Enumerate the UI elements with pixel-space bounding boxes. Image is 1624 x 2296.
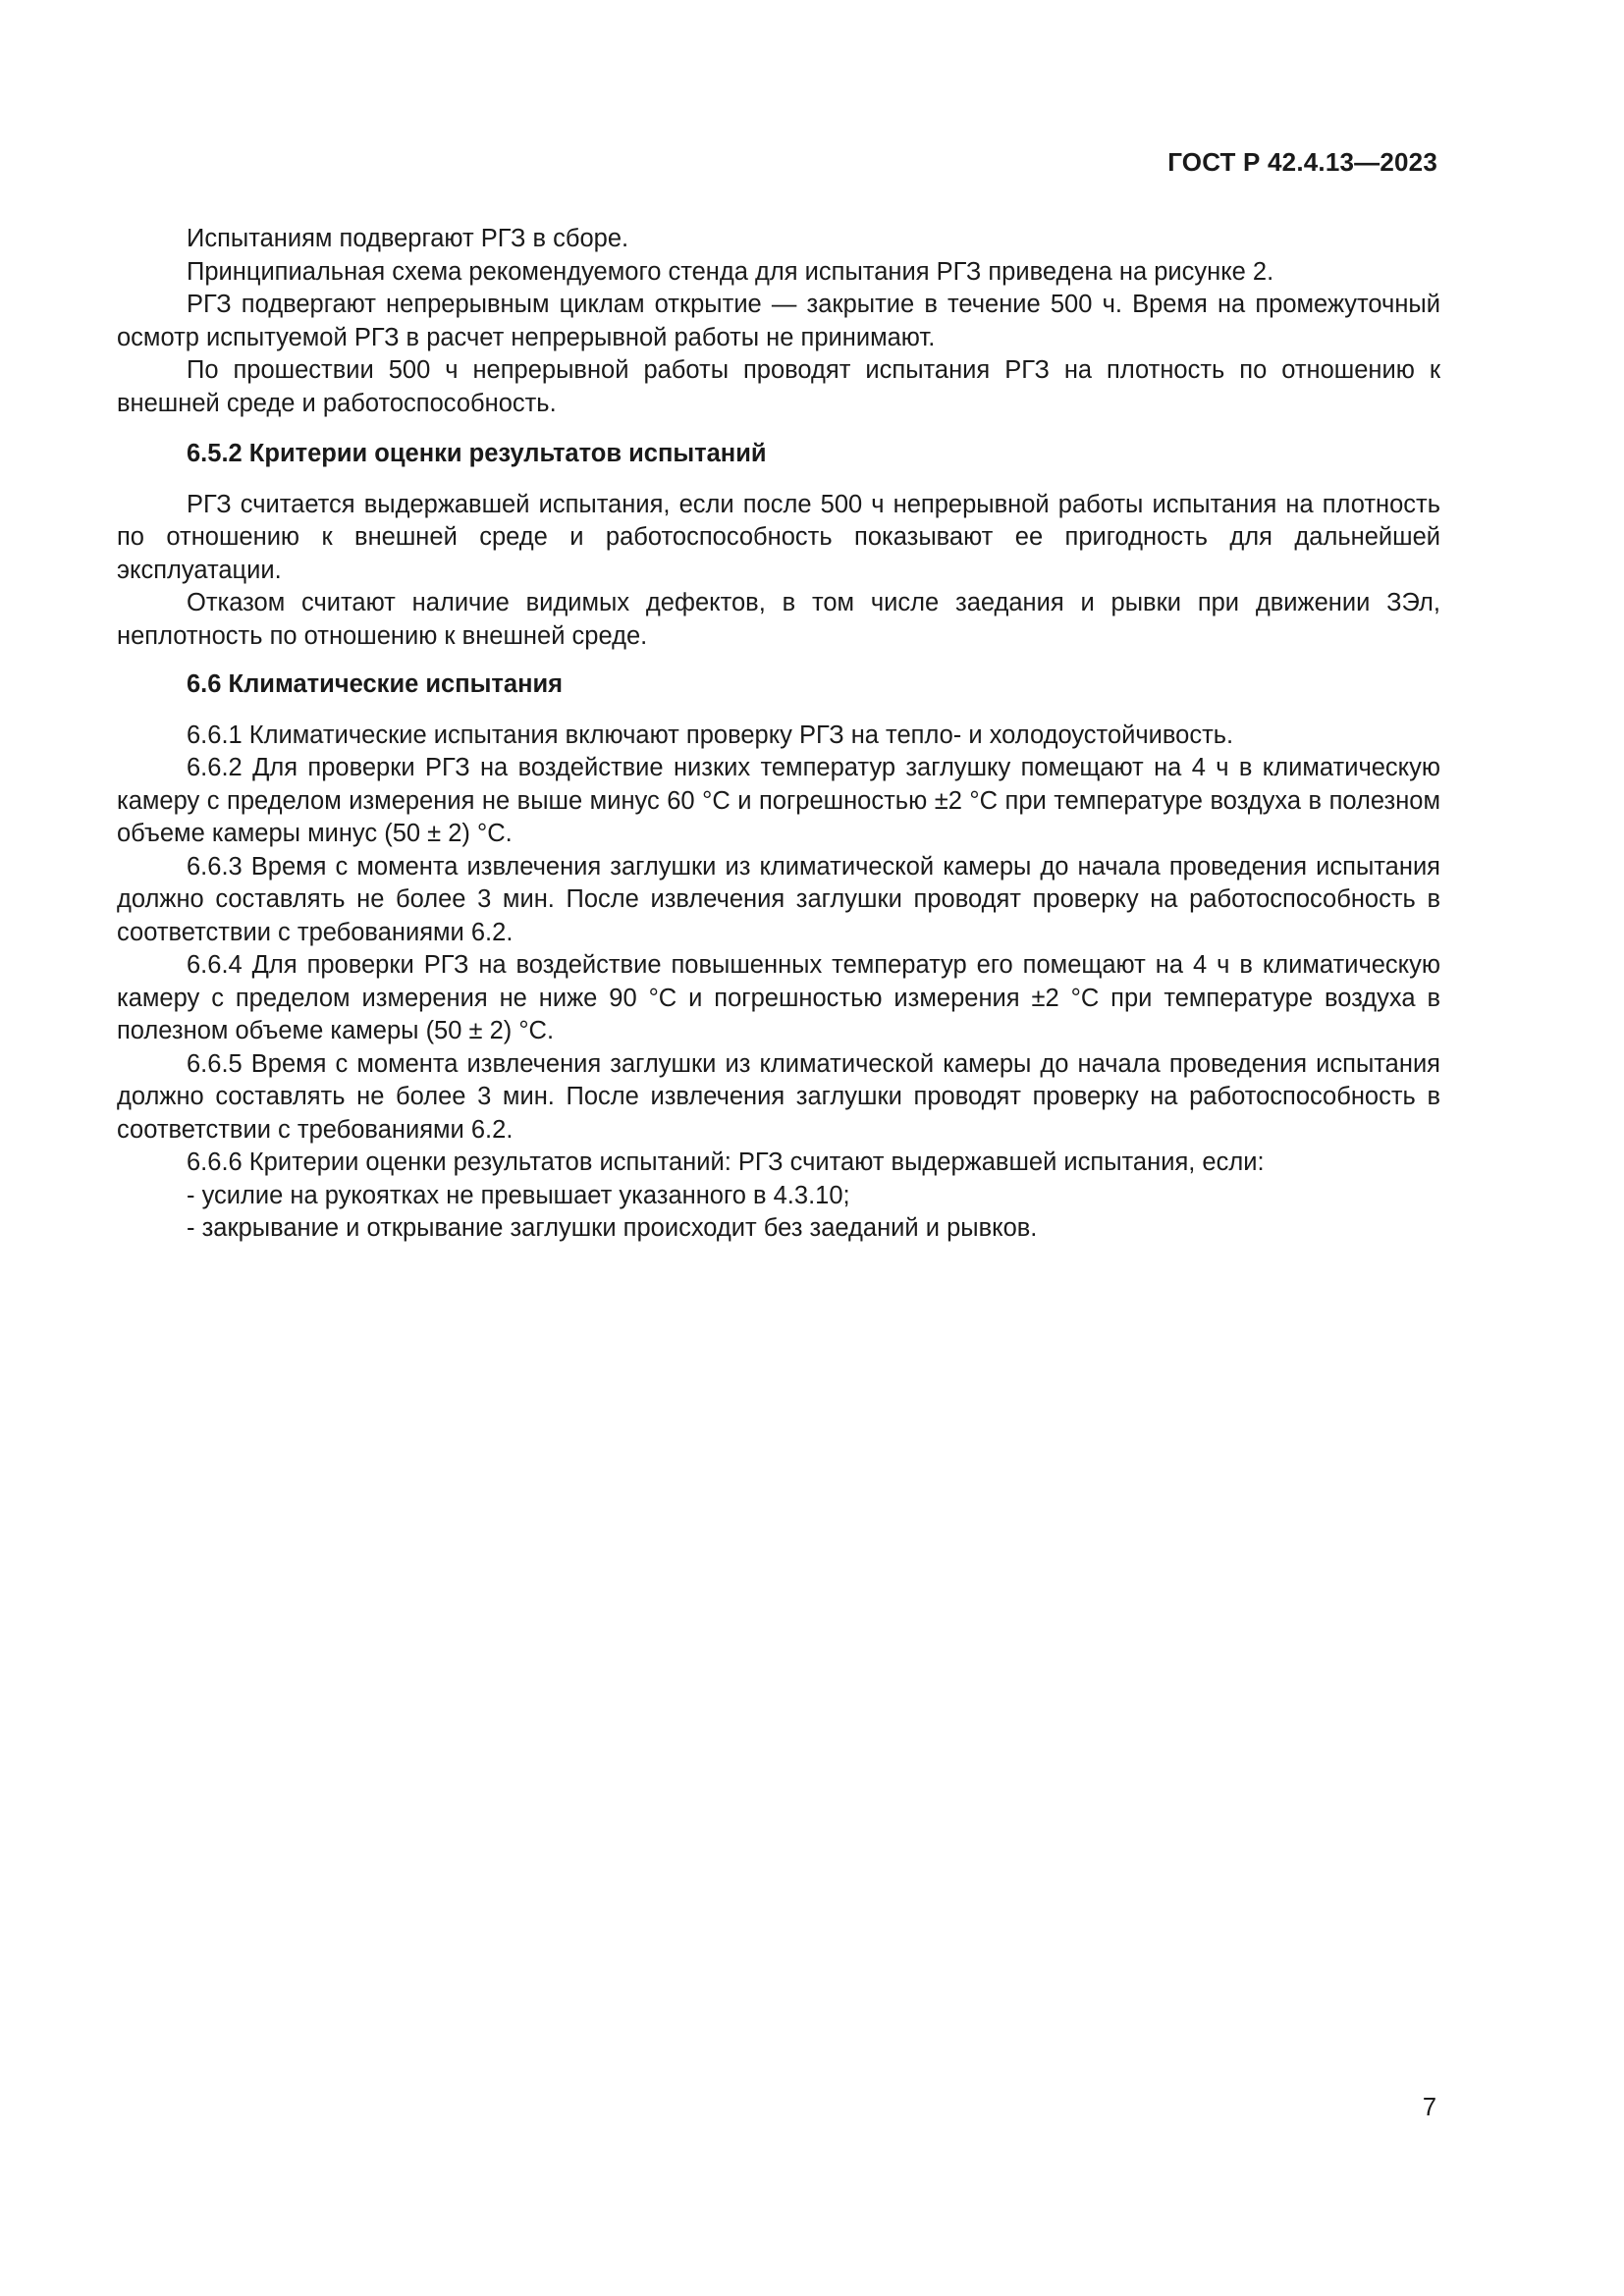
- paragraph: РГЗ подвергают непрерывным циклам открытие — закрытие в течение 500 ч. Время на промежуточный осмотр испытуемой РГЗ в расчет непрерывной работы не принимают.: [117, 291, 1440, 351]
- paragraph: 6.6.4 Для проверки РГЗ на воздействие повышенных температур его помещают на 4 ч в климатическую камеру с пределом измерения не ниже 90 °С и погрешностью измерения ±2 °С при температуре воздуха в полезном объеме камеры (50 ± 2) °С.: [117, 951, 1440, 1044]
- paragraph: 6.6.3 Время с момента извлечения заглушки из климатической камеры до начала проведения испытания должно составлять не более 3 мин. После извлечения заглушки проводят проверку на работоспособность в соответствии с требованиями 6.2.: [117, 852, 1440, 946]
- paragraph: 6.6.6 Критерии оценки результатов испытаний: РГЗ считают выдержавшей испытания, если:: [187, 1148, 1265, 1176]
- page-content: [117, 223, 1440, 1246]
- document-code: ГОСТ Р 42.4.13—2023: [1167, 147, 1437, 177]
- list-item: - закрывание и открывание заглушки происходит без заеданий и рывков.: [187, 1214, 1038, 1242]
- paragraph: 6.6.5 Время с момента извлечения заглушки из климатической камеры до начала проведения испытания должно составлять не более 3 мин. После извлечения заглушки проводят проверку на работоспособность в соответствии с требованиями 6.2.: [117, 1049, 1440, 1144]
- list-item: - усилие на рукоятках не превышает указанного в 4.3.10;: [187, 1181, 850, 1209]
- section-heading-6-5-2: 6.5.2 Критерии оценки результатов испытаний: [187, 440, 767, 467]
- paragraph: Отказом считают наличие видимых дефектов, в том числе заедания и рывки при движении ЗЭл, неплотность по отношению к внешней среде.: [117, 589, 1440, 650]
- section-heading-6-6: 6.6 Климатические испытания: [187, 670, 564, 698]
- paragraph: 6.6.2 Для проверки РГЗ на воздействие низких температур заглушку помещают на 4 ч в климатическую камеру с пределом измерения не выше минус 60 °С и погрешностью ±2 °С при температуре воздуха в полезном объеме камеры минус (50 ± 2) °С.: [117, 754, 1440, 847]
- paragraph: 6.6.1 Климатические испытания включают проверку РГЗ на тепло- и холодоустойчивость.: [187, 721, 1234, 749]
- paragraph: Принципиальная схема рекомендуемого стенда для испытания РГЗ приведена на рисунке 2.: [187, 257, 1274, 286]
- page-number: 7: [1422, 2094, 1436, 2121]
- paragraph: Испытаниям подвергают РГЗ в сборе.: [187, 225, 629, 252]
- paragraph: РГЗ считается выдержавшей испытания, если после 500 ч непрерывной работы испытания на плотность по отношению к внешней среде и работоспособность показывают ее пригодность для дальнейшей эксплуатации.: [117, 490, 1440, 584]
- paragraph: По прошествии 500 ч непрерывной работы проводят испытания РГЗ на плотность по отношению к внешней среде и работоспособность.: [117, 356, 1440, 417]
